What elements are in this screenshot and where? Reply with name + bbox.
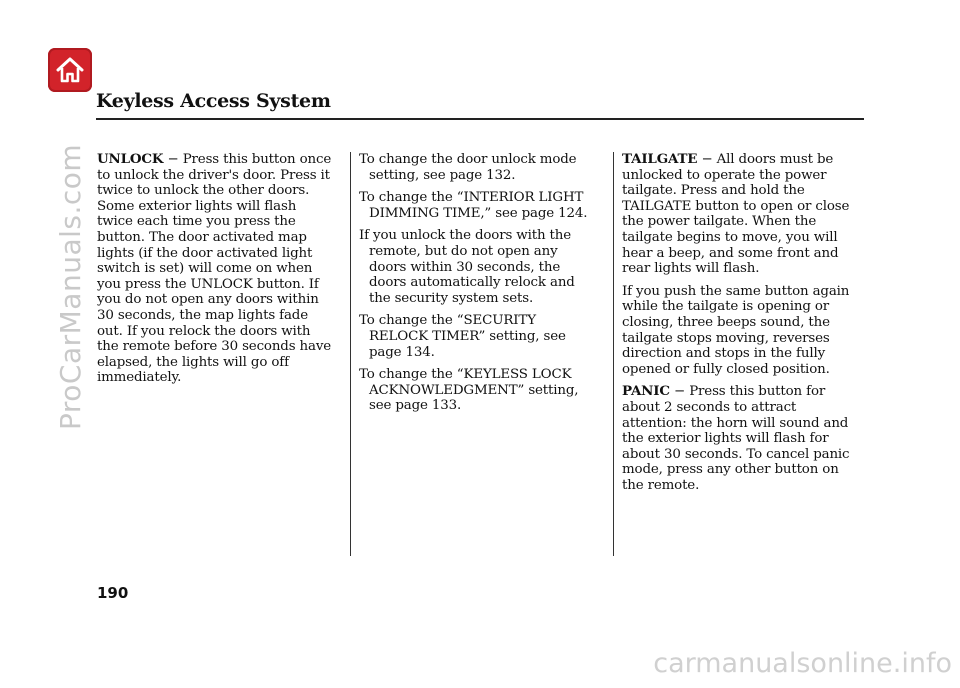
paragraph: To change the “INTERIOR LIGHT DIMMING TIME,” see page 124. [359,190,588,221]
side-watermark: ProCarManuals.com [54,143,87,430]
paragraph: If you unlock the doors with the remote, but do not open any doors within 30 seconds, the doors automatically relock and the security system sets. [359,228,575,306]
term-panic: PANIC [622,383,670,400]
paragraph-panic [622,384,860,493]
paragraph: If you push the same button again while the tailgate is opening or closing, three beeps sound, the tailgate stops moving, reverses direction and stops in the fully opened or fully closed position. [622,283,850,377]
bottom-watermark: carmanualsonline.info [653,648,952,679]
paragraph: To change the “SECURITY RELOCK TIMER” setting, see page 134. [359,313,566,360]
paragraph-tailgate [622,152,860,277]
term-tailgate: TAILGATE [622,151,698,167]
column-divider [350,152,351,556]
page-number: 190 [97,584,129,602]
term-unlock: UNLOCK [97,151,164,167]
paragraph-text: − All doors must be unlocked to operate the power tailgate. Press and hold the TAILGATE button to open or close the power tailgate. When the tailgate begins to move, you will hear a beep, and some front and rear lights will flash. [622,152,850,277]
column-2 [359,152,597,421]
paragraph: To change the door unlock mode setting, see page 132. [359,152,577,183]
paragraph-text: − Press this button once to unlock the driver's door. Press it twice to unlock the other doors. Some exterior lights will flash twice each time you press the button. The door activated map lights (if the door activated light switch is set) will come on when you press the UNLOCK button. If you do not open any doors within 30 seconds, the map lights fade out. If you relock the doors with the remote before 30 seconds have elapsed, the lights will go off immediately. [97,152,332,386]
paragraph: To change the “KEYLESS LOCK ACKNOWLEDGMENT” setting, see page 133. [359,367,579,414]
home-icon [55,56,85,84]
column-divider [613,152,614,556]
section-title: Keyless Access System [96,90,331,112]
paragraph-text: − Press this button for about 2 seconds to attract attention: the horn will sound and the exterior lights will flash for about 30 seconds. To cancel panic mode, press any other button on the remote. [622,384,850,493]
home-button[interactable] [48,48,92,92]
column-1 [97,152,335,393]
paragraph-unlock [97,152,335,386]
column-3 [622,152,860,500]
title-divider [96,118,864,120]
